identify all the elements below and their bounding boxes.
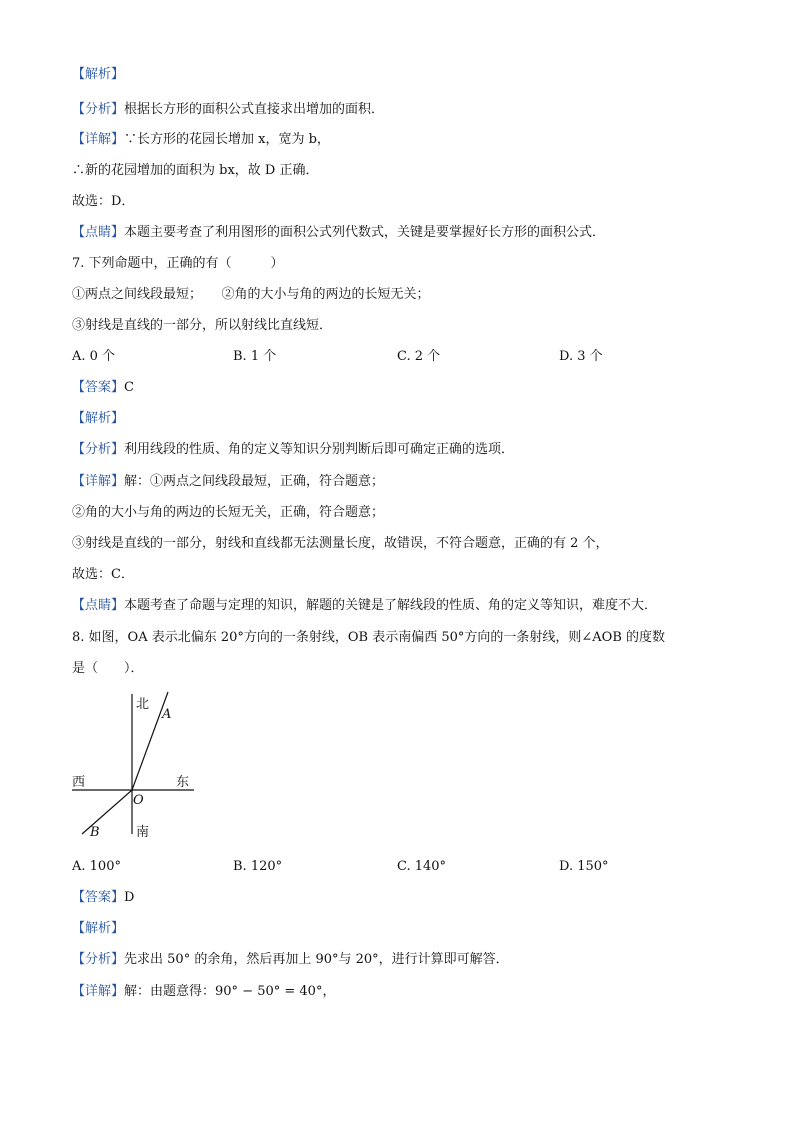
q7-stem: 7. 下列命题中，正确的有（ ） xyxy=(72,256,284,271)
analysis-tag: 【分析】 xyxy=(72,102,125,117)
q7-analysis-tag: 【分析】 xyxy=(72,442,125,457)
choice-line: 故选：D． xyxy=(72,194,135,209)
q8-stem: 8. 如图，OA 表示北偏东 20°方向的一条射线，OB 表示南偏西 50°方向的一条射线，则∠AOB 的度数 xyxy=(72,630,666,645)
comment-text: 本题主要考查了利用图形的面积公式列代数式，关键是要掌握好长方形的面积公式． xyxy=(124,225,606,240)
q8-option-a: A. 100° xyxy=(72,859,121,874)
q8-detail-text: 解：由题意得：90° − 50° = 40°， xyxy=(124,984,336,999)
label-west: 西 xyxy=(72,775,86,790)
q7-detail-line-3: ③射线是直线的一部分，射线和直线都无法测量长度，故错误，不符合题意，正确的有 2 个， xyxy=(72,536,609,551)
q8-analysis-tag: 【分析】 xyxy=(72,952,125,967)
q7-detail-line-2: ②角的大小与角的两边的长短无关，正确，符合题意； xyxy=(72,505,385,520)
q7-analysis-line xyxy=(72,441,514,459)
q7-answer: C xyxy=(124,380,134,395)
q7-detail-line xyxy=(72,473,384,491)
analysis-text: 根据长方形的面积公式直接求出增加的面积． xyxy=(124,102,385,117)
q7-option-c: C. 2 个 xyxy=(397,349,441,364)
q8-option-d: D. 150° xyxy=(559,859,609,874)
q7-answer-line xyxy=(72,379,134,397)
q7-comment-text: 本题考查了命题与定理的知识，解题的关键是了解线段的性质、角的定义等知识，难度不大． xyxy=(124,598,658,613)
label-north: 北 xyxy=(136,697,150,712)
q8-answer-line xyxy=(72,889,134,907)
q7-option-d: D. 3 个 xyxy=(559,349,603,364)
jiexi-heading: 【解析】 xyxy=(72,67,125,82)
q8-option-b: B. 120° xyxy=(233,859,283,874)
q8-answer-tag: 【答案】 xyxy=(72,890,125,905)
q7-detail-text: 解：①两点之间线段最短，正确，符合题意； xyxy=(124,474,385,489)
q7-answer-tag: 【答案】 xyxy=(72,380,125,395)
q8-detail-line xyxy=(72,983,335,1001)
q8-analysis-text: 先求出 50° 的余角，然后再加上 90°与 20°，进行计算即可解答． xyxy=(124,952,509,967)
comment-tag: 【点睛】 xyxy=(72,225,125,240)
q8-answer: D xyxy=(124,890,135,905)
q7-comment-line xyxy=(72,597,657,615)
detail-tag: 【详解】 xyxy=(72,132,125,147)
detail-line-2: ∴新的花园增加的面积为 bx，故 D 正确． xyxy=(72,163,319,178)
q8-detail-tag: 【详解】 xyxy=(72,984,125,999)
q7-comment-tag: 【点睛】 xyxy=(72,598,125,613)
label-b: B xyxy=(90,825,100,840)
q8-option-c: C. 140° xyxy=(397,859,447,874)
q7-option-b: B. 1 个 xyxy=(233,349,277,364)
q7-item-1-2: ①两点之间线段最短； ②角的大小与角的两边的长短无关； xyxy=(72,287,430,302)
detail-text: ∵长方形的花园长增加 x，宽为 b， xyxy=(124,132,330,147)
label-o: O xyxy=(133,793,144,808)
q7-jiexi-heading: 【解析】 xyxy=(72,411,125,426)
q7-choice-line: 故选：C． xyxy=(72,567,134,582)
detail-line xyxy=(72,131,330,149)
q8-stem-2: 是（ ）． xyxy=(72,661,144,676)
label-east: 东 xyxy=(176,775,190,790)
label-south: 南 xyxy=(136,825,150,840)
q8-jiexi-heading: 【解析】 xyxy=(72,921,125,936)
analysis-line xyxy=(72,101,384,119)
label-a: A xyxy=(162,707,172,722)
compass-figure xyxy=(68,688,208,848)
q7-item-3: ③射线是直线的一部分，所以射线比直线短． xyxy=(72,318,333,333)
q7-option-a: A. 0 个 xyxy=(72,349,116,364)
comment-line xyxy=(72,224,605,242)
q7-analysis-text: 利用线段的性质、角的定义等知识分别判断后即可确定正确的选项． xyxy=(124,442,515,457)
q7-detail-tag: 【详解】 xyxy=(72,474,125,489)
q8-analysis-line xyxy=(72,951,509,969)
